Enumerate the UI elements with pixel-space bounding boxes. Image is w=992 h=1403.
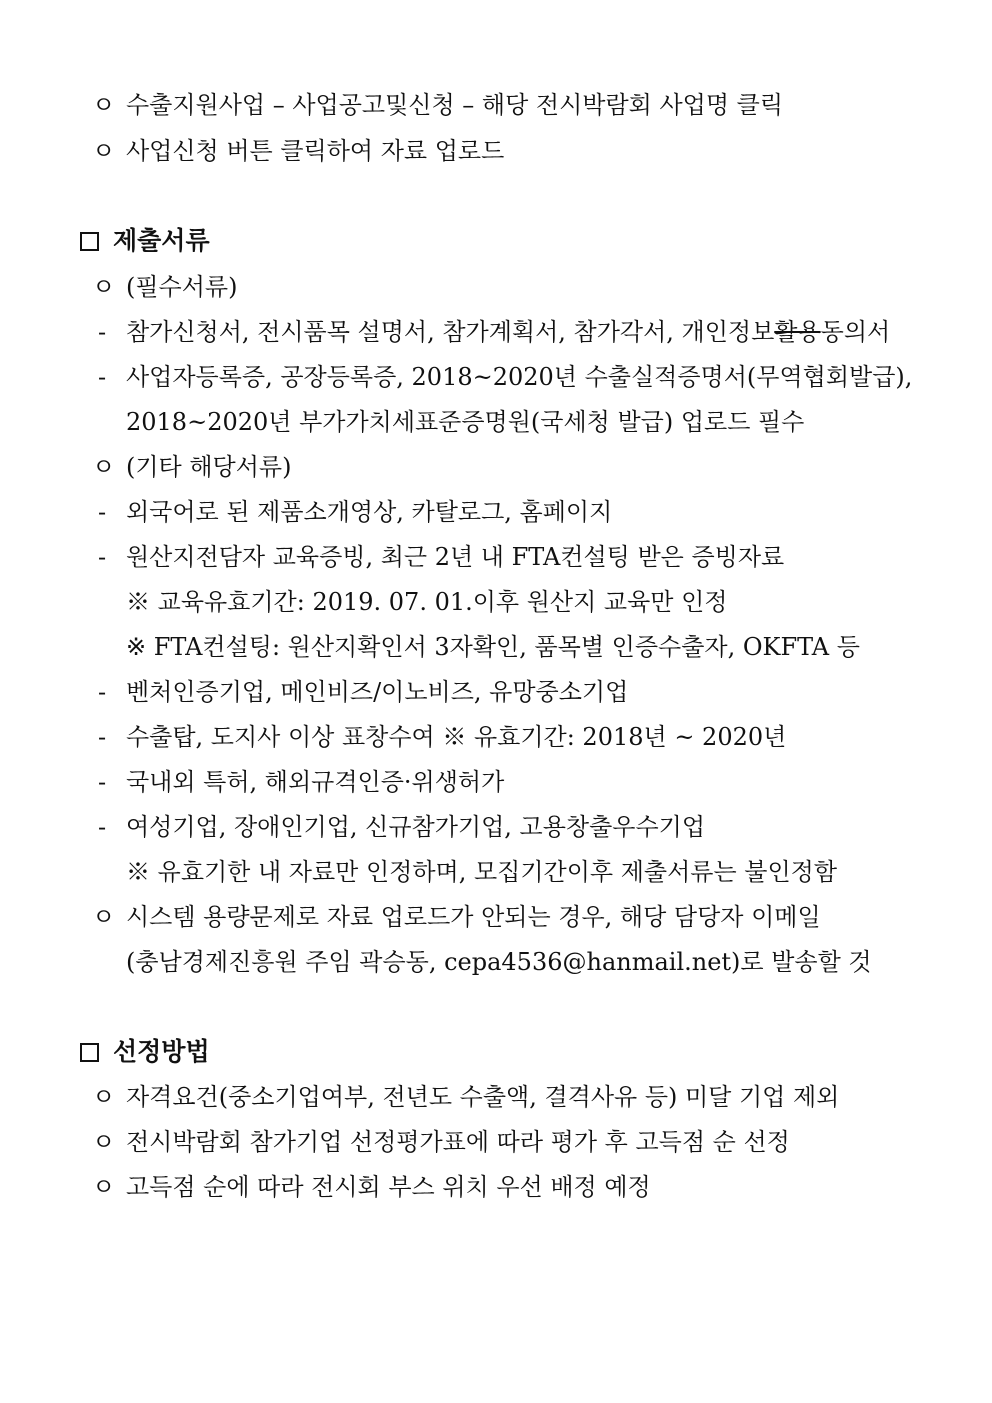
section-heading-docs	[80, 225, 210, 257]
bullet-dash: -	[98, 318, 107, 346]
bullet-circle: ㅇ	[92, 1083, 116, 1111]
document-text: 사업자등록증, 공장등록증, 2018~2020년 수출실적증명서(무역협회발급),	[126, 363, 913, 391]
bullet-circle: ㅇ	[92, 453, 116, 481]
document-text: 국내외 특허, 해외규격인증·위생허가	[126, 768, 505, 796]
document-text: 2018~2020년 부가가치세표준증명원(국세청 발급) 업로드 필수	[126, 408, 805, 436]
section-title: 제출서류	[113, 226, 210, 255]
document-text: 여성기업, 장애인기업, 신규참가기업, 고용창출우수기업	[126, 813, 706, 841]
bullet-dash: -	[98, 678, 107, 706]
bullet-dash: -	[98, 768, 107, 796]
checkbox-square-icon	[80, 232, 99, 251]
subsection-label: (필수서류)	[126, 273, 238, 301]
bullet-dash: -	[98, 363, 107, 391]
document-text: 벤처인증기업, 메인비즈/이노비즈, 유망중소기업	[126, 678, 629, 706]
bullet-circle: ㅇ	[92, 903, 116, 931]
selection-text: 전시박람회 참가기업 선정평가표에 따라 평가 후 고득점 순 선정	[126, 1128, 790, 1156]
bullet-circle: ㅇ	[92, 1173, 116, 1201]
bullet-circle: ㅇ	[92, 137, 116, 165]
subsection-label: (기타 해당서류)	[126, 453, 292, 481]
document-text: 시스템 용량문제로 자료 업로드가 안되는 경우, 해당 담당자 이메일	[126, 903, 821, 931]
selection-text: 자격요건(중소기업여부, 전년도 수출액, 결격사유 등) 미달 기업 제외	[126, 1083, 840, 1111]
bullet-dash: -	[98, 498, 107, 526]
bullet-dash: -	[98, 723, 107, 751]
bullet-circle: ㅇ	[92, 1128, 116, 1156]
document-text: 원산지전담자 교육증빙, 최근 2년 내 FTA컨설팅 받은 증빙자료	[126, 543, 785, 571]
step-text: 사업신청 버튼 클릭하여 자료 업로드	[126, 137, 505, 165]
document-text: 수출탑, 도지사 이상 표창수여 ※ 유효기간: 2018년 ~ 2020년	[126, 723, 787, 751]
bullet-circle: ㅇ	[92, 91, 116, 119]
section-title: 선정방법	[113, 1037, 210, 1066]
bullet-circle: ㅇ	[92, 273, 116, 301]
note-text: ※ FTA컨설팅: 원산지확인서 3자확인, 품목별 인증수출자, OKFTA 등	[126, 633, 860, 661]
contact-text: (충남경제진흥원 주임 곽승동, cepa4536@hanmail.net)로 발송할 것	[126, 948, 872, 976]
step-text: 수출지원사업 – 사업공고및신청 – 해당 전시박람회 사업명 클릭	[126, 91, 784, 119]
note-text: ※ 유효기한 내 자료만 인정하며, 모집기간이후 제출서류는 불인정함	[126, 858, 837, 886]
bullet-dash: -	[98, 543, 107, 571]
document-text: 외국어로 된 제품소개영상, 카탈로그, 홈페이지	[126, 498, 613, 526]
checkbox-square-icon	[80, 1043, 99, 1062]
selection-text: 고득점 순에 따라 전시회 부스 위치 우선 배정 예정	[126, 1173, 651, 1201]
note-text: ※ 교육유효기간: 2019. 07. 01.이후 원산지 교육만 인정	[126, 588, 728, 616]
section-heading-selection	[80, 1036, 210, 1068]
document-text: 참가신청서, 전시품목 설명서, 참가계획서, 참가각서, 개인정보활용동의서	[126, 318, 891, 346]
bullet-dash: -	[98, 813, 107, 841]
